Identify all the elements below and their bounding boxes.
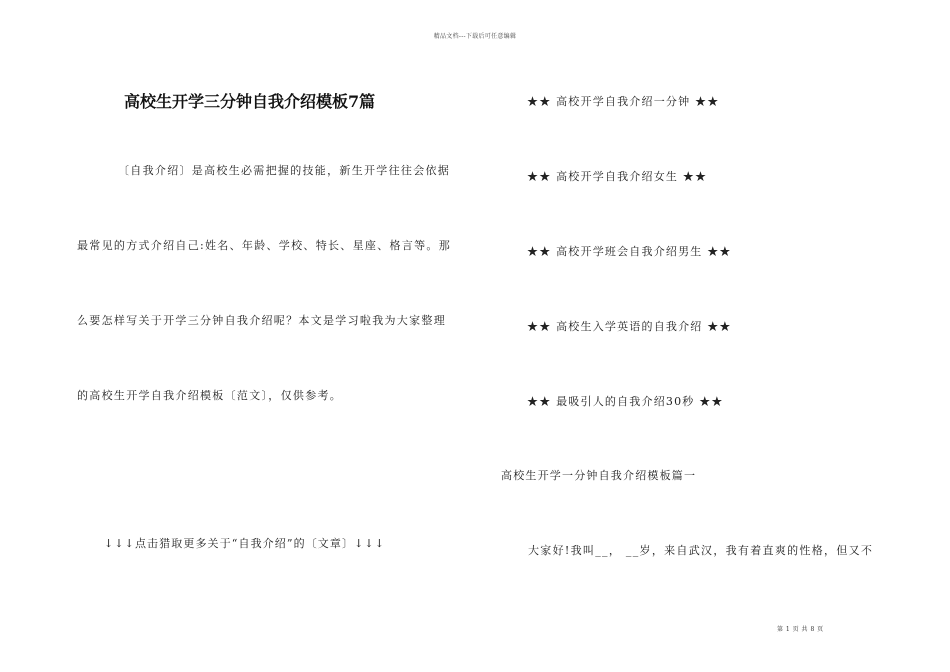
related-link-2[interactable]: ★★ 高校开学自我介绍女生 ★★ (527, 170, 708, 183)
intro-paragraph-line-1: 〔自我介绍〕是高校生必需把握的技能，新生开学往往会依据 (118, 164, 451, 177)
page-header: 精品文档---下载后可任意编辑 (433, 33, 517, 40)
related-link-1[interactable]: ★★ 高校开学自我介绍一分钟 ★★ (527, 95, 720, 108)
related-link-3[interactable]: ★★ 高校开学班会自我介绍男生 ★★ (527, 245, 732, 258)
related-link-4[interactable]: ★★ 高校生入学英语的自我介绍 ★★ (527, 320, 732, 333)
intro-paragraph-line-3: 么要怎样写关于开学三分钟自我介绍呢？本文是学习啦我为大家整理 (77, 314, 446, 327)
body-paragraph-line: 大家好!我叫__， __岁，来自武汉，我有着直爽的性格，但又不 (528, 544, 874, 557)
intro-paragraph-line-2: 最常见的方式介绍自己:姓名、年龄、学校、特长、星座、格言等。那 (77, 239, 452, 252)
document-title: 高校生开学三分钟自我介绍模板7篇 (124, 92, 376, 111)
page-footer: 第 1 页 共 8 页 (777, 626, 824, 633)
intro-paragraph-line-4: 的高校生开学自我介绍模板〔范文〕，仅供参考。 (77, 389, 343, 402)
section-heading: 高校生开学一分钟自我介绍模板篇一 (501, 469, 697, 482)
more-articles-link[interactable]: ↓↓↓点击猎取更多关于“自我介绍”的〔文章〕↓↓↓ (104, 537, 386, 550)
related-link-5[interactable]: ★★ 最吸引人的自我介绍30秒 ★★ (527, 395, 724, 408)
